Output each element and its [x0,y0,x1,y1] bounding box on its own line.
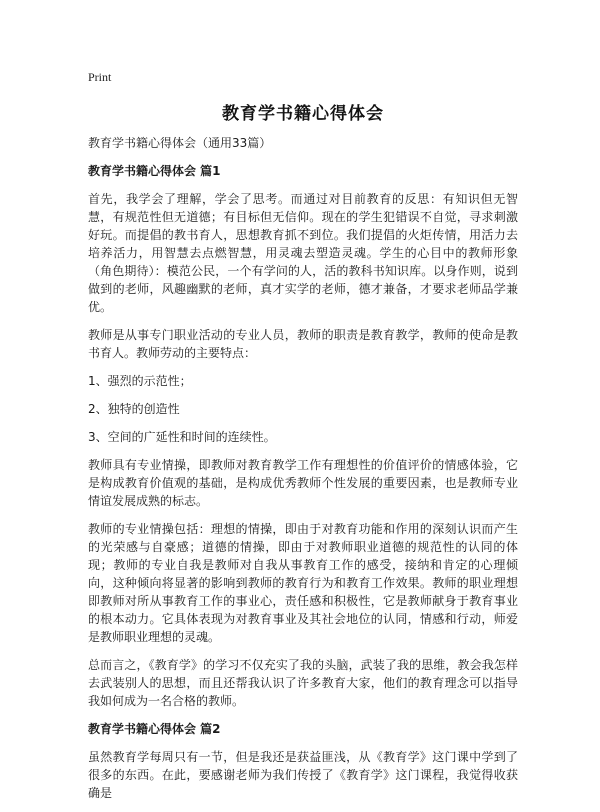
page-title: 教育学书籍心得体会 [222,104,384,124]
paragraph: 教师是从事专门职业活动的专业人员，教师的职责是教育教学，教师的使命是教书育人。教师劳动的主要特点： [88,328,518,360]
document-subtitle: 教育学书籍心得体会（通用33篇） [88,136,272,150]
paragraph: 首先，我学会了理解，学会了思考。而通过对目前教育的反思：有知识但无智慧，有规范性但无道德；有目标但无信仰。现在的学生犯错误不自觉，寻求刺激好玩。而提倡的教书育人，思想教育抓不到位。我们提倡的火炬传情，用活力去培养活力，用智慧去点燃智慧，用灵魂去塑造灵魂。学生的心目中的教师形象（角色期待）：模范公民，一个有学问的人，活的教科书知识库。以身作则，说到做到的老师，风趣幽默的老师，真才实学的老师，德才兼备，才要求老师品学兼优。 [88,192,518,314]
paragraph: 虽然教育学每周只有一节，但是我还是获益匪浅，从《教育学》这门课中学到了很多的东西。在此，要感谢老师为我们传授了《教育学》这门课程，我觉得收获确是 [88,750,518,800]
section-heading-1: 教育学书籍心得体会 篇1 [88,164,221,178]
paragraph: 总而言之，《教育学》的学习不仅充实了我的头脑，武装了我的思维，教会我怎样去武装别人的思想，而且还帮我认识了许多教育大家，他们的教育理念可以指导我如何成为一名合格的教师。 [88,658,518,708]
list-item: 3、空间的广延性和时间的连续性。 [88,430,276,444]
paragraph: 教师具有专业情操，即教师对教育教学工作有理想性的价值评价的情感体验，它是构成教育价值观的基础，是构成优秀教师个性发展的重要因素，也是教师专业情谊发展成熟的标志。 [88,458,518,508]
list-item: 2、独特的创造性 [88,402,180,416]
list-item: 1、强烈的示范性； [88,374,192,388]
section-heading-2: 教育学书籍心得体会 篇2 [88,722,221,736]
print-label: Print [88,70,112,84]
paragraph: 教师的专业情操包括：理想的情操，即由于对教育功能和作用的深刻认识而产生的光荣感与自豪感；道德的情操，即由于对教师职业道德的规范性的认同的体现；教师的专业自我是教师对自我从事教育工作的感受，接纳和肯定的心理倾向，这种倾向将显著的影响到教师的教育行为和教育工作效果。教师的职业理想即教师对所从事教育工作的事业心，责任感和积极性，它是教师献身于教育事业的根本动力。它具体表现为对教育事业及其社会地位的认同，情感和行动，师爱是教师职业理想的灵魂。 [88,522,518,644]
document-body [88,134,518,812]
